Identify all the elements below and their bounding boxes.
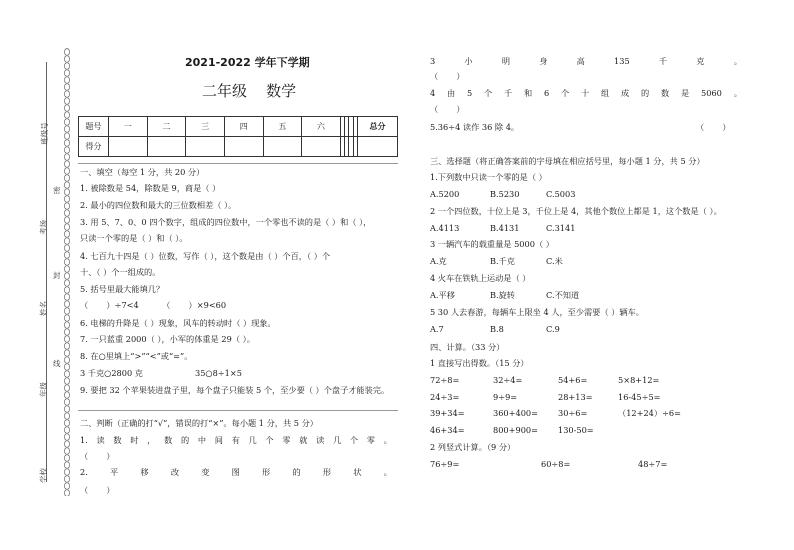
judge-1-text: ，	[147, 435, 156, 445]
judge-3-text: 3	[430, 56, 436, 66]
judge-1-text: 数	[164, 435, 173, 445]
question-9: 9. 要把 32 个苹果装进盘子里，每个盘子只能装 5 个，至少要（ ）个盘子才能装完。	[80, 385, 390, 395]
score-input[interactable]	[186, 137, 225, 157]
question-8b: 3 千克○2800 克 35○8÷1×5	[80, 368, 242, 378]
calc-part-2-title: 2 列竖式计算。（9 分）	[430, 442, 516, 452]
judge-4-text: 千	[504, 88, 513, 98]
score-cell: 一	[109, 117, 148, 137]
choice-3-option-b: B.千克	[490, 256, 515, 266]
score-cell: 四	[224, 117, 263, 137]
judge-2-text: 移	[140, 467, 149, 477]
choice-2-option-b: B.4131	[490, 223, 520, 233]
judge-1-text: 零	[366, 435, 375, 445]
calc-item: 32÷4=	[493, 375, 523, 385]
judge-4-text: 5060	[701, 88, 722, 98]
judge-2-text: 。	[383, 467, 392, 477]
judge-1-text: 个	[349, 435, 359, 445]
question-3a: 3. 用 5、7、0、0 四个数字，组成的四位数中，一个零也不读的是（ ）和（ ），	[80, 217, 372, 227]
judge-3-text: 。	[733, 56, 742, 66]
judge-1-text: 读	[316, 435, 325, 445]
score-table	[78, 116, 398, 157]
score-input[interactable]	[147, 137, 186, 157]
judge-3-text: 135	[614, 56, 630, 66]
vertical-calc-item: 48÷7=	[638, 459, 668, 469]
judge-2	[80, 467, 392, 477]
question-3b: 只读一个零的是（ ）和（ ）。	[80, 233, 188, 243]
choice-1-option-b: B.5230	[490, 189, 520, 199]
exam-title: 2021-2022 学年下学期	[185, 56, 310, 69]
question-5b: （ ）÷7<4 （ ）×9<60	[80, 300, 227, 310]
judge-4-text: 4	[430, 88, 436, 98]
judge-1-answer[interactable]: （ ）	[80, 451, 115, 461]
judge-4-text: 组	[601, 88, 610, 98]
judge-1-text: 有	[231, 435, 240, 445]
vertical-calc-item: 76÷9=	[430, 459, 460, 469]
score-cell: 得分	[79, 137, 109, 157]
score-input[interactable]	[224, 137, 263, 157]
side-label-feng: 封	[53, 271, 61, 280]
judge-4-text: 个	[484, 88, 493, 98]
judge-2-text: 变	[201, 467, 210, 477]
question-5: 5. 括号里最大能填几？	[80, 284, 165, 294]
judge-4-text: 5	[467, 88, 473, 98]
judge-2-text: 的	[292, 467, 301, 477]
calc-item: 16-45÷5=	[618, 392, 661, 402]
question-6: 6. 电梯的升降是（ ）现象，风车的转动时（ ）现象。	[80, 318, 276, 328]
exam-subtitle: 二年级 数学	[202, 82, 297, 100]
judge-1-text: 个	[265, 435, 274, 445]
question-7: 7. 一只蓝重 2000（ ），小军的体重是 29（ ）。	[80, 334, 255, 344]
judge-4	[430, 88, 742, 98]
choice-2: 2 一个四位数，十位上是 3，千位上是 4，其他个数位上都是 1，这个数是（ ）。	[430, 206, 722, 216]
judge-4-answer[interactable]: （ ）	[430, 104, 465, 114]
judge-3-text: 高	[576, 56, 585, 66]
choice-1-option-c: C.5003	[546, 189, 576, 199]
judge-3-text: 身	[539, 56, 548, 66]
judge-2-text: 平	[110, 467, 119, 477]
judge-2-answer[interactable]: （ ）	[80, 485, 115, 495]
judge-1-text: 的	[180, 435, 190, 445]
choice-5: 5 30 人去春游，每辆车上限坐 4 人，至少需要（ ）辆车。	[430, 307, 644, 317]
choice-4-option-c: C.不知道	[546, 290, 580, 300]
judge-2-text: 形	[262, 467, 271, 477]
judge-2-text: 改	[170, 467, 180, 477]
score-cell: 五	[263, 117, 302, 137]
judge-1-text: 。	[383, 435, 392, 445]
side-label-grade: 年级	[39, 382, 48, 397]
score-cell: 题号	[79, 117, 109, 137]
judge-2-text: 2.	[80, 467, 88, 477]
calc-item: 5×8+12=	[618, 375, 660, 385]
score-cell-total: 总分	[358, 117, 398, 137]
calc-item: （12+24）÷6=	[618, 408, 682, 418]
choice-5-option-c: C.9	[546, 324, 560, 334]
question-1: 1. 被除数是 54，除数是 9，商是（ ）	[80, 183, 221, 193]
judge-1-text: 时	[130, 435, 139, 445]
judge-4-text: 6	[544, 88, 550, 98]
judge-3-text: 小	[464, 56, 473, 66]
section-choice-title: 三、选择题（将正确答案前的字母填在相应括号里，每小题 1 分，共 5 分）	[430, 156, 705, 166]
choice-2-option-a: A.4113	[430, 223, 460, 233]
side-label-xian: 线	[53, 359, 61, 368]
judge-1-text: 几	[248, 435, 257, 445]
calc-item: 24÷3=	[430, 392, 460, 402]
judge-4-text: 。	[733, 88, 742, 98]
judge-2-text: 图	[231, 467, 240, 477]
calc-item: 28+13=	[558, 392, 593, 402]
score-input[interactable]	[302, 137, 341, 157]
judge-1-text: 读	[96, 435, 105, 445]
judge-1-text: 数	[113, 435, 122, 445]
calc-item: 39+34=	[430, 408, 465, 418]
binding-chain-border	[63, 48, 71, 496]
calc-item: 30÷6=	[558, 408, 588, 418]
calc-item: 130-50=	[558, 425, 594, 435]
calc-item: 46+34=	[430, 425, 465, 435]
score-cell: 二	[147, 117, 186, 137]
choice-5-option-b: B.8	[490, 324, 504, 334]
section-calc-title: 四、计算。（33 分）	[430, 342, 505, 352]
judge-4-text: 十	[581, 88, 590, 98]
judge-4-text: 成	[621, 88, 630, 98]
choice-4-option-b: B.旋转	[490, 290, 515, 300]
judge-1-text: 间	[214, 435, 223, 445]
side-label-exam: 考场	[39, 220, 48, 235]
side-label-seat: 班级号	[39, 122, 49, 145]
side-label-school: 学校	[39, 468, 48, 483]
calc-item: 72÷8=	[430, 375, 460, 385]
calc-item: 9÷9=	[493, 392, 518, 402]
judge-5-answer[interactable]: （ ）	[696, 122, 731, 132]
section-divider	[78, 163, 398, 164]
score-input[interactable]	[358, 137, 398, 157]
side-label-name: 姓名	[39, 301, 48, 316]
question-4b: 十、（ ）个一组成的。	[80, 267, 161, 277]
choice-1: 1.下列数中只读一个零的是（ ）	[430, 172, 547, 182]
calc-part-1-title: 1 直接写出得数。（15 分）	[430, 358, 529, 368]
judge-3-text: 克	[696, 56, 705, 66]
choice-1-option-a: A.5200	[430, 189, 460, 199]
judge-2-text: 状	[353, 467, 362, 477]
judge-1-text: 几	[332, 435, 342, 445]
section-judge-title: 二、判断（正确的打“√”，错误的打“×”。每小题 1 分，共 5 分）	[80, 418, 318, 428]
judge-1-text: 零	[282, 435, 291, 445]
judge-1-text: 就	[299, 435, 308, 445]
judge-1-text: 1.	[80, 435, 88, 445]
vertical-calc-item: 60÷8=	[541, 459, 571, 469]
section-divider	[78, 410, 398, 411]
judge-4-text: 是	[681, 88, 690, 98]
judge-3-text: 千	[658, 56, 668, 66]
judge-4-text: 和	[524, 88, 533, 98]
calc-item: 360+400=	[493, 408, 538, 418]
question-2: 2. 最小的四位数和最大的三位数相差（ ）。	[80, 200, 237, 210]
score-cell: 三	[186, 117, 225, 137]
side-label-mi: 密	[53, 186, 61, 195]
judge-1	[80, 435, 392, 445]
choice-4: 4 火车在铁轨上运动是（ ）	[430, 273, 531, 283]
score-cell: 六	[302, 117, 341, 137]
calc-item: 54+6=	[558, 375, 588, 385]
score-table-score-row	[79, 137, 398, 157]
judge-4-text: 数	[661, 88, 670, 98]
judge-2-text: 形	[322, 467, 332, 477]
judge-1-text: 中	[197, 435, 207, 445]
judge-4-text: 由	[447, 88, 456, 98]
choice-3-option-c: C.米	[546, 256, 563, 266]
judge-4-text: 个	[561, 88, 570, 98]
section-fill-blank-title: 一、填空（每空 1 分，共 20 分）	[80, 167, 205, 177]
judge-4-text: 的	[641, 88, 650, 98]
score-input[interactable]	[109, 137, 148, 157]
choice-3: 3 一辆汽车的载重量是 5000（ ）	[430, 239, 554, 249]
score-table-header-row	[79, 117, 398, 137]
judge-3-answer[interactable]: （ ）	[430, 71, 465, 81]
choice-4-option-a: A.平移	[430, 290, 455, 300]
judge-5: 5.36÷4 读作 36 除 4。	[430, 122, 520, 132]
choice-3-option-a: A.克	[430, 256, 447, 266]
choice-5-option-a: A.7	[430, 324, 444, 334]
calc-item: 800+900=	[493, 425, 538, 435]
question-8: 8. 在○里填上“>”“<”或“=”。	[80, 351, 193, 361]
choice-2-option-c: C.3141	[546, 223, 576, 233]
judge-3-text: 明	[501, 56, 511, 66]
question-4a: 4. 七百九十四是（ ）位数，写作（ ），这个数是由（ ）个百，（ ）个	[80, 251, 331, 261]
judge-3	[430, 56, 742, 66]
score-input[interactable]	[263, 137, 302, 157]
